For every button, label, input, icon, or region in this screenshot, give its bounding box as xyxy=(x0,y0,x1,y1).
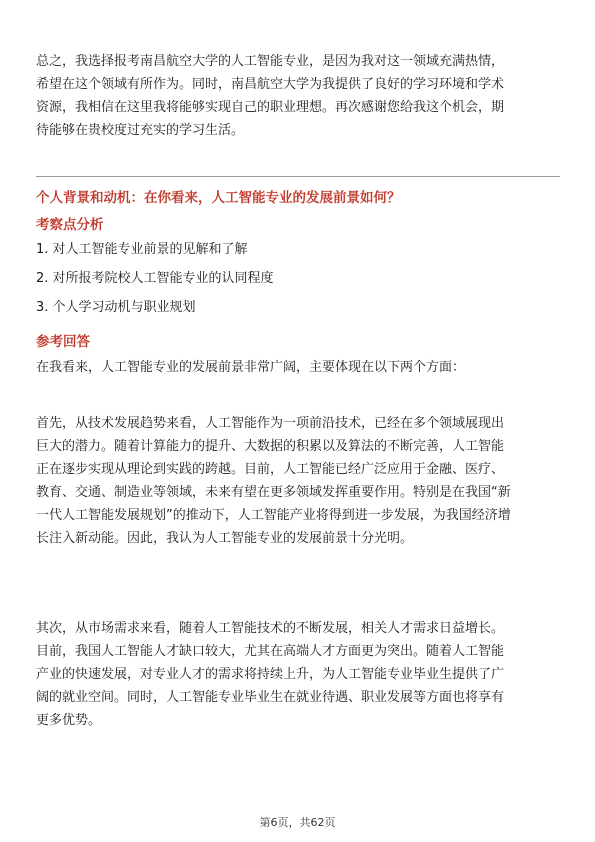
page-number-footer: 第6页，共62页 xyxy=(259,816,336,829)
text-line: 在我看来，人工智能专业的发展前景非常广阔，主要体现在以下两个方面： xyxy=(36,360,466,375)
answer-label: 参考回答 xyxy=(36,334,90,350)
text-line: 其次，从市场需求来看，随着人工智能技术的不断发展，相关人才需求日益增长。 xyxy=(36,621,505,636)
text-line: 首先，从技术发展趋势来看，人工智能作为一项前沿技术，已经在多个领域展现出 xyxy=(36,416,505,431)
text-line: 资源，我相信在这里我将能够实现自己的职业理想。再次感谢您给我这个机会，期 xyxy=(36,100,505,115)
text-line: 一代人工智能发展规划”的推动下，人工智能产业将得到进一步发展，为我国经济增 xyxy=(36,508,511,523)
analysis-item: 1. 对人工智能专业前景的见解和了解 xyxy=(36,242,248,257)
analysis-item: 3. 个人学习动机与职业规划 xyxy=(36,300,196,315)
text-line: 巨大的潜力。随着计算能力的提升、大数据的积累以及算法的不断完善，人工智能 xyxy=(36,439,505,454)
text-line: 希望在这个领域有所作为。同时，南昌航空大学为我提供了良好的学习环境和学术 xyxy=(36,77,505,92)
text-line: 教育、交通、制造业等领域，未来有望在更多领域发挥重要作用。特别是在我国“新 xyxy=(36,485,511,500)
analysis-item: 2. 对所报考院校人工智能专业的认同程度 xyxy=(36,271,274,286)
answer-opening xyxy=(36,356,560,379)
answer-paragraph-1 xyxy=(36,412,560,550)
intro-paragraph xyxy=(36,50,560,142)
question-heading: 个人背景和动机：在你看来，人工智能专业的发展前景如何？ xyxy=(36,190,401,206)
text-line: 目前，我国人工智能人才缺口较大，尤其在高端人才方面更为突出。随着人工智能 xyxy=(36,644,505,659)
analysis-label: 考察点分析 xyxy=(36,217,104,233)
section-divider xyxy=(36,176,560,177)
answer-paragraph-2 xyxy=(36,617,560,732)
text-line: 正在逐步实现从理论到实践的跨越。目前，人工智能已经广泛应用于金融、医疗、 xyxy=(36,462,505,477)
text-line: 长注入新动能。因此，我认为人工智能专业的发展前景十分光明。 xyxy=(36,531,414,546)
text-line: 更多优势。 xyxy=(36,713,102,728)
text-line: 产业的快速发展，对专业人才的需求将持续上升，为人工智能专业毕业生提供了广 xyxy=(36,667,505,682)
text-line: 阔的就业空间。同时，人工智能专业毕业生在就业待遇、职业发展等方面也将享有 xyxy=(36,690,505,705)
text-line: 待能够在贵校度过充实的学习生活。 xyxy=(36,123,245,138)
text-line: 总之，我选择报考南昌航空大学的人工智能专业，是因为我对这一领域充满热情， xyxy=(36,54,505,69)
